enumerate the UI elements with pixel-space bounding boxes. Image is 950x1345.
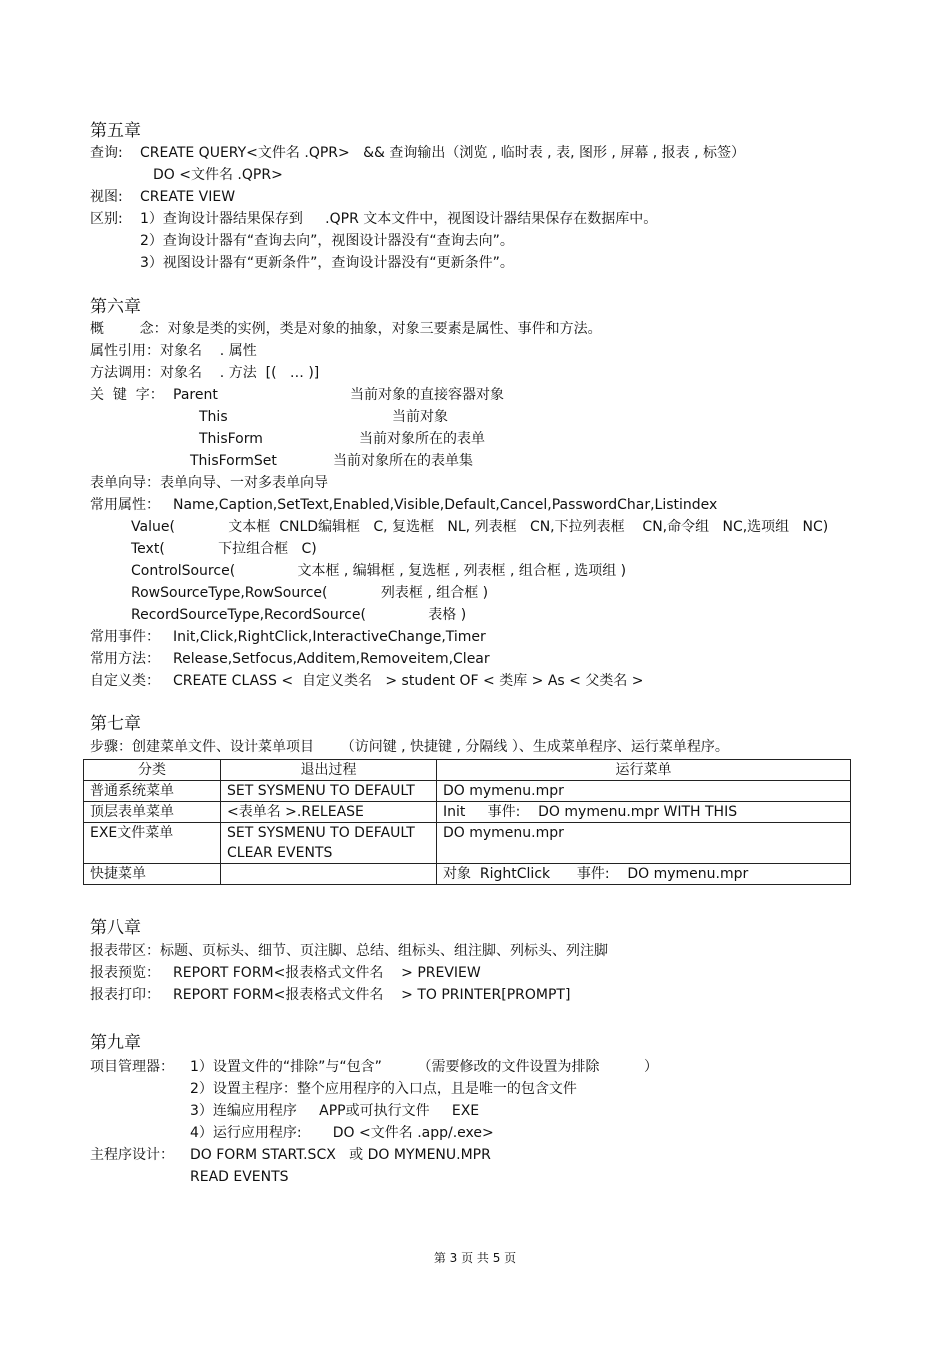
main-program-label: 主程序设计： xyxy=(90,1147,174,1163)
table-cell: DO mymenu.mpr xyxy=(437,781,851,802)
table-cell: DO mymenu.mpr xyxy=(437,823,851,864)
main-program-2: READ EVENTS xyxy=(190,1169,289,1185)
table-cell: EXE文件菜单 xyxy=(84,823,221,864)
view-label: 视图: xyxy=(90,189,123,205)
method-call-line: 方法调用：对象名 . 方法 [( … )] xyxy=(90,365,320,381)
keyword-label: 关 键 字： xyxy=(90,387,164,403)
attr-ref-line: 属性引用：对象名 . 属性 xyxy=(90,343,257,359)
report-preview-label: 报表预览： xyxy=(90,965,160,981)
main-program-1: DO FORM START.SCX 或 DO MYMENU.MPR xyxy=(190,1147,491,1163)
project-manager-3: 3）连编应用程序 APP或可执行文件 EXE xyxy=(190,1103,480,1119)
table-cell xyxy=(221,864,437,885)
table-header-cell: 分类 xyxy=(84,760,221,781)
concept-line: 概 念：对象是类的实例，类是对象的抽象，对象三要素是属性、事件和方法。 xyxy=(90,321,602,337)
prop-rowsource-line: RowSourceType,RowSource( 列表框 , 组合框 ) xyxy=(131,585,489,601)
steps-line: 步骤：创建菜单文件、设计菜单项目 （访问键 , 快捷键 , 分隔线 ）、生成菜单程序、运行菜单程序。 xyxy=(90,739,729,755)
table-header-cell: 运行菜单 xyxy=(437,760,851,781)
chapter-8-title: 第八章 xyxy=(90,918,141,938)
table-cell: Init 事件: DO mymenu.mpr WITH THIS xyxy=(437,802,851,823)
report-print-label: 报表打印： xyxy=(90,987,160,1003)
report-print-text: REPORT FORM<报表格式文件名 > TO PRINTER[PROMPT] xyxy=(173,987,571,1003)
query-label: 查询: xyxy=(90,145,123,161)
chapter-6-title: 第六章 xyxy=(90,297,141,317)
keyword-desc: 当前对象所在的表单 xyxy=(359,431,485,447)
report-band-line: 报表带区：标题、页标头、细节、页注脚、总结、组标头、组注脚、列标头、列注脚 xyxy=(90,943,608,959)
table-row xyxy=(84,802,851,823)
table-cell: 快捷菜单 xyxy=(84,864,221,885)
query-text: CREATE QUERY<文件名 .QPR> && 查询输出（浏览 , 临时表 , 表, 图形 , 屏幕 , 报表 , 标签） xyxy=(140,145,746,161)
table-row xyxy=(84,781,851,802)
keyword-desc: 当前对象所在的表单集 xyxy=(333,453,473,469)
keyword-name: ThisForm xyxy=(199,431,263,447)
keyword-desc: 当前对象的直接容器对象 xyxy=(350,387,504,403)
project-manager-1: 1）设置文件的“排除”与“包含” （需要修改的文件设置为排除 ） xyxy=(190,1059,659,1075)
prop-value-line: Value( 文本框 CNLD编辑框 C, 复选框 NL, 列表框 CN,下拉列表框 CN,命令组 NC,选项组 NC) xyxy=(131,519,829,535)
query-do-text: DO <文件名 .QPR> xyxy=(153,167,283,183)
methods-text: Release,Setfocus,Additem,Removeitem,Clear xyxy=(173,651,490,667)
difference-2: 2）查询设计器有“查询去向”，视图设计器没有“查询去向”。 xyxy=(140,233,514,249)
chapter-9-title: 第九章 xyxy=(90,1033,141,1053)
prop-controlsource-line: ControlSource( 文本框 , 编辑框 , 复选框 , 列表框 , 组合框 , 选项组 ) xyxy=(131,563,627,579)
events-text: Init,Click,RightClick,InteractiveChange,Timer xyxy=(173,629,486,645)
page-footer: 第 3 页 共 5 页 xyxy=(433,1251,517,1265)
difference-label: 区别: xyxy=(90,211,123,227)
props-label: 常用属性： xyxy=(90,497,160,513)
table-row xyxy=(84,823,851,864)
custom-class-label: 自定义类： xyxy=(90,673,160,689)
table-cell: 对象 RightClick 事件: DO mymenu.mpr xyxy=(437,864,851,885)
methods-label: 常用方法： xyxy=(90,651,160,667)
table-cell: 顶层表单菜单 xyxy=(84,802,221,823)
chapter-5-title: 第五章 xyxy=(90,121,141,141)
form-wizard-line: 表单向导：表单向导、一对多表单向导 xyxy=(90,475,328,491)
keyword-name: This xyxy=(199,409,228,425)
custom-class-text: CREATE CLASS < 自定义类名 > student OF < 类库 > As < 父类名 > xyxy=(173,673,644,689)
prop-text-line: Text( 下拉组合框 C) xyxy=(131,541,317,557)
keyword-desc: 当前对象 xyxy=(392,409,448,425)
difference-1: 1）查询设计器结果保存到 .QPR 文本文件中，视图设计器结果保存在数据库中。 xyxy=(140,211,658,227)
events-label: 常用事件： xyxy=(90,629,160,645)
difference-3: 3）视图设计器有“更新条件”，查询设计器没有“更新条件”。 xyxy=(140,255,514,271)
project-manager-label: 项目管理器： xyxy=(90,1059,174,1075)
project-manager-2: 2）设置主程序：整个应用程序的入口点，且是唯一的包含文件 xyxy=(190,1081,577,1097)
report-preview-text: REPORT FORM<报表格式文件名 > PREVIEW xyxy=(173,965,481,981)
project-manager-4: 4）运行应用程序: DO <文件名 .app/.exe> xyxy=(190,1125,494,1141)
table-header-cell: 退出过程 xyxy=(221,760,437,781)
props-text: Name,Caption,SetText,Enabled,Visible,Default,Cancel,PasswordChar,Listindex xyxy=(173,497,718,513)
table-cell: <表单名 >.RELEASE xyxy=(221,802,437,823)
view-text: CREATE VIEW xyxy=(140,189,236,205)
table-row xyxy=(84,864,851,885)
keyword-name: Parent xyxy=(173,387,218,403)
prop-recordsource-line: RecordSourceType,RecordSource( 表格 ) xyxy=(131,607,467,623)
keyword-name: ThisFormSet xyxy=(190,453,277,469)
table-header-row xyxy=(84,760,851,781)
table-cell: SET SYSMENU TO DEFAULT xyxy=(221,781,437,802)
table-cell: 普通系统菜单 xyxy=(84,781,221,802)
table-cell: SET SYSMENU TO DEFAULT CLEAR EVENTS xyxy=(221,823,437,864)
menu-table xyxy=(83,759,851,885)
chapter-7-title: 第七章 xyxy=(90,714,141,734)
